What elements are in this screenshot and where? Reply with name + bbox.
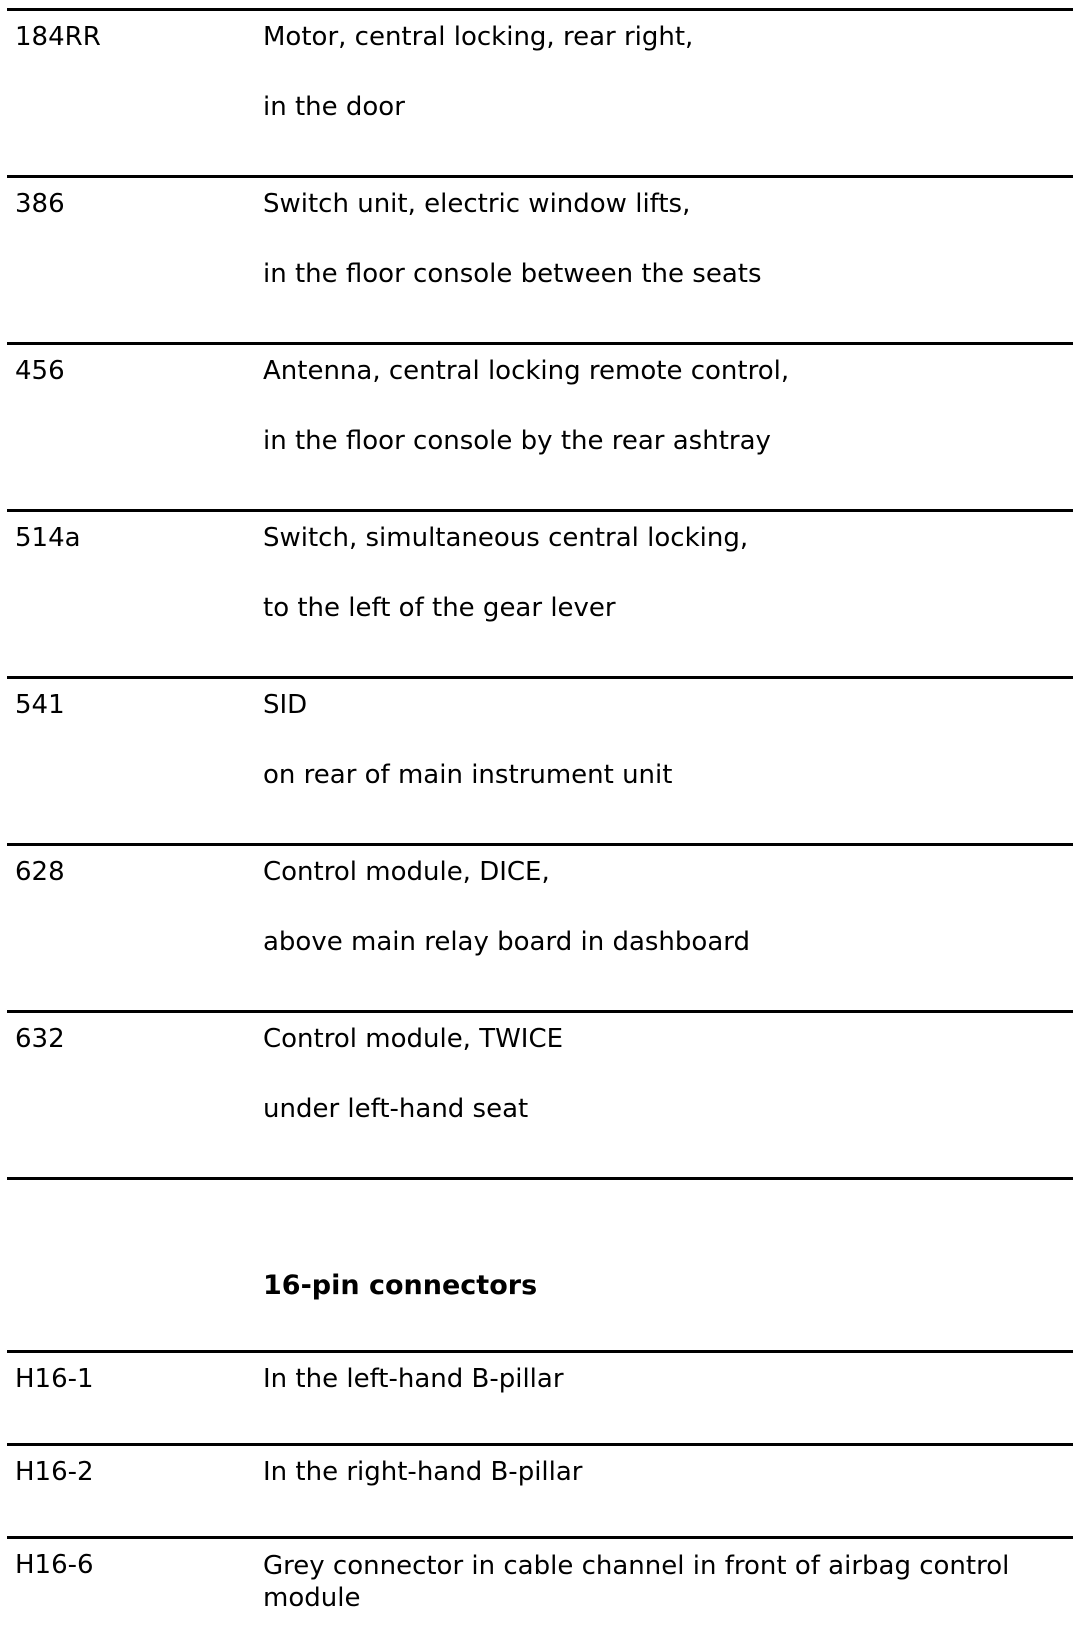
- component-location: to the left of the gear lever: [263, 593, 616, 623]
- component-location: on rear of main instrument unit: [263, 760, 673, 790]
- component-description: Antenna, central locking remote control,: [263, 356, 790, 386]
- component-description: Control module, DICE,: [263, 857, 550, 887]
- connector-location: In the right-hand B-pillar: [263, 1457, 583, 1487]
- component-description: Motor, central locking, rear right,: [263, 22, 694, 52]
- component-code: 184RR: [15, 22, 101, 52]
- component-description: SID: [263, 690, 308, 720]
- connector-code: H16-2: [15, 1457, 94, 1487]
- component-location: in the floor console between the seats: [263, 259, 762, 289]
- table-bottom-rule: [7, 1177, 1073, 1180]
- connector-code: H16-1: [15, 1364, 94, 1394]
- row-divider: [7, 1443, 1073, 1446]
- section-heading: 16-pin connectors: [263, 1270, 538, 1301]
- row-divider: [7, 676, 1073, 679]
- component-code: 628: [15, 857, 65, 887]
- row-divider: [7, 175, 1073, 178]
- component-description: Control module, TWICE: [263, 1024, 564, 1054]
- component-code: 456: [15, 356, 65, 386]
- component-location: under left-hand seat: [263, 1094, 529, 1124]
- component-code: 541: [15, 690, 65, 720]
- connector-location: In the left-hand B-pillar: [263, 1364, 564, 1394]
- connector-location: Grey connector in cable channel in front of airbag control module: [263, 1551, 1010, 1613]
- row-divider: [7, 8, 1073, 11]
- row-divider: [7, 342, 1073, 345]
- component-description: Switch unit, electric window lifts,: [263, 189, 691, 219]
- row-divider: [7, 1350, 1073, 1353]
- component-code: 386: [15, 189, 65, 219]
- row-divider: [7, 1010, 1073, 1013]
- component-code: 514a: [15, 523, 81, 553]
- row-divider: [7, 1536, 1073, 1539]
- component-description: Switch, simultaneous central locking,: [263, 523, 749, 553]
- component-location: in the floor console by the rear ashtray: [263, 426, 771, 456]
- row-divider: [7, 843, 1073, 846]
- component-code: 632: [15, 1024, 65, 1054]
- connector-code: H16-6: [15, 1550, 94, 1580]
- row-divider: [7, 509, 1073, 512]
- component-location: in the door: [263, 92, 405, 122]
- component-location: above main relay board in dashboard: [263, 927, 750, 957]
